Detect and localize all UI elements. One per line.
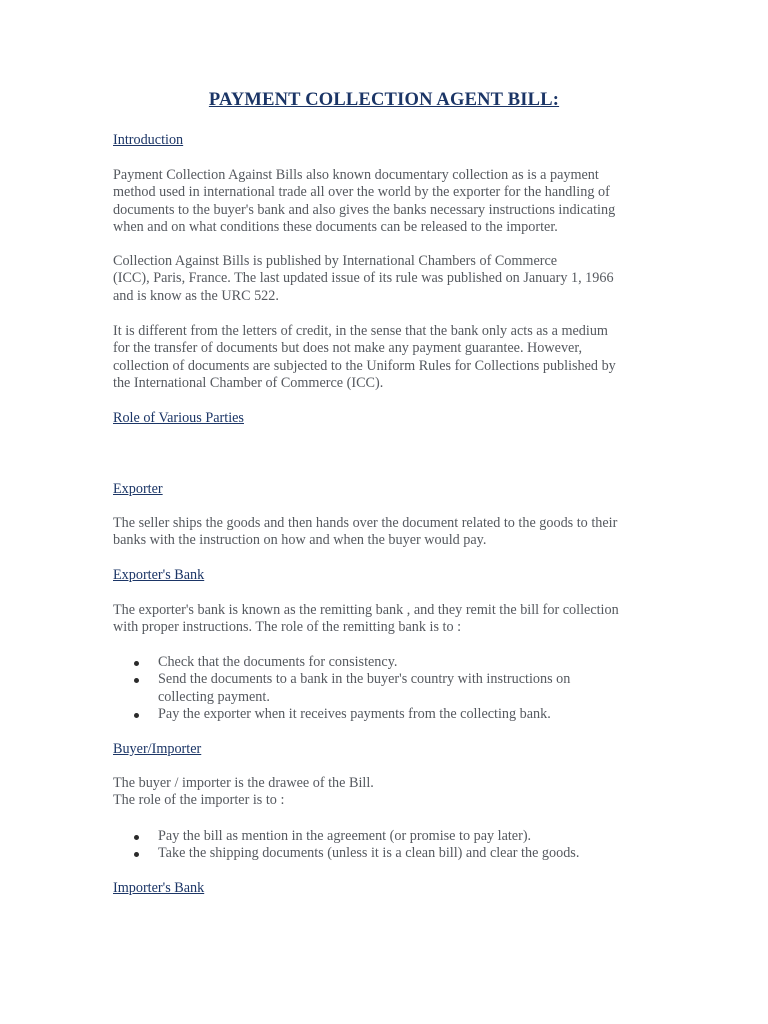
text-line: with proper instructions. The role of the remitting bank is to :: [113, 619, 462, 636]
list-item-text: Pay the bill as mention in the agreement (or promise to pay later).: [158, 828, 532, 844]
text-line: collection of documents are subjected to the Uniform Rules for Collections published by: [113, 357, 616, 374]
text-line: banks with the instruction on how and when the buyer would pay.: [113, 532, 487, 549]
exporters-bank-paragraph: [113, 602, 658, 637]
text-line: Collection Against Bills is published by International Chambers of Commerce: [113, 253, 558, 269]
text-line: The seller ships the goods and then hands over the document related to the goods to their: [113, 515, 618, 531]
list-item: [113, 828, 658, 845]
list-item-text: Send the documents to a bank in the buyer's country with instructions on: [158, 671, 571, 688]
bullet-icon: [134, 713, 139, 718]
list-item-text: Check that the documents for consistency.: [158, 654, 398, 670]
heading-introduction: Introduction: [113, 132, 184, 148]
heading-role-of-various-parties: Role of Various Parties: [113, 410, 244, 426]
document-title: PAYMENT COLLECTION AGENT BILL:: [208, 90, 560, 110]
bullet-icon: [134, 661, 139, 666]
introduction-paragraph-2: [113, 253, 658, 305]
list-item: [113, 654, 658, 671]
buyer-importer-bullet-list: [113, 828, 658, 863]
bullet-icon: [134, 678, 139, 683]
text-line: and is know as the URC 522.: [113, 287, 279, 304]
text-line: The exporter's bank is known as the remitting bank , and they remit the bill for collection: [113, 602, 619, 618]
text-line: It is different from the letters of credit, in the sense that the bank only acts as a medium: [113, 323, 608, 339]
bullet-icon: [134, 852, 139, 857]
text-line: (ICC), Paris, France. The last updated issue of its rule was published on January 1, 1966: [113, 270, 614, 287]
buyer-importer-paragraph: [113, 775, 658, 810]
introduction-paragraph-1: [113, 167, 658, 237]
list-item-text: Take the shipping documents (unless it is a clean bill) and clear the goods.: [158, 845, 580, 862]
list-item-text: collecting payment.: [158, 688, 270, 705]
heading-exporter: Exporter: [113, 481, 163, 497]
list-item: [113, 671, 658, 706]
heading-exporters-bank: Exporter's Bank: [113, 567, 205, 583]
introduction-paragraph-3: [113, 323, 658, 393]
heading-buyer-importer: Buyer/Importer: [113, 741, 202, 757]
list-item: [113, 845, 658, 862]
text-line: The role of the importer is to :: [113, 792, 285, 809]
text-line: documents to the buyer's bank and also gives the banks necessary instructions indicating: [113, 201, 616, 218]
exporter-paragraph: [113, 515, 658, 550]
bullet-icon: [134, 835, 139, 840]
text-line: the International Chamber of Commerce (ICC).: [113, 375, 384, 392]
text-line: Payment Collection Against Bills also known documentary collection as is a payment: [113, 167, 599, 183]
text-line: for the transfer of documents but does not make any payment guarantee. However,: [113, 340, 583, 357]
text-line: method used in international trade all over the world by the exporter for the handling of: [113, 184, 610, 201]
list-item-text: Pay the exporter when it receives payments from the collecting bank.: [158, 706, 551, 723]
list-item: [113, 706, 658, 723]
text-line: The buyer / importer is the drawee of the Bill.: [113, 775, 374, 791]
exporters-bank-bullet-list: [113, 654, 658, 724]
text-line: when and on what conditions these documents can be released to the importer.: [113, 219, 558, 236]
heading-importers-bank: Importer's Bank: [113, 880, 205, 896]
